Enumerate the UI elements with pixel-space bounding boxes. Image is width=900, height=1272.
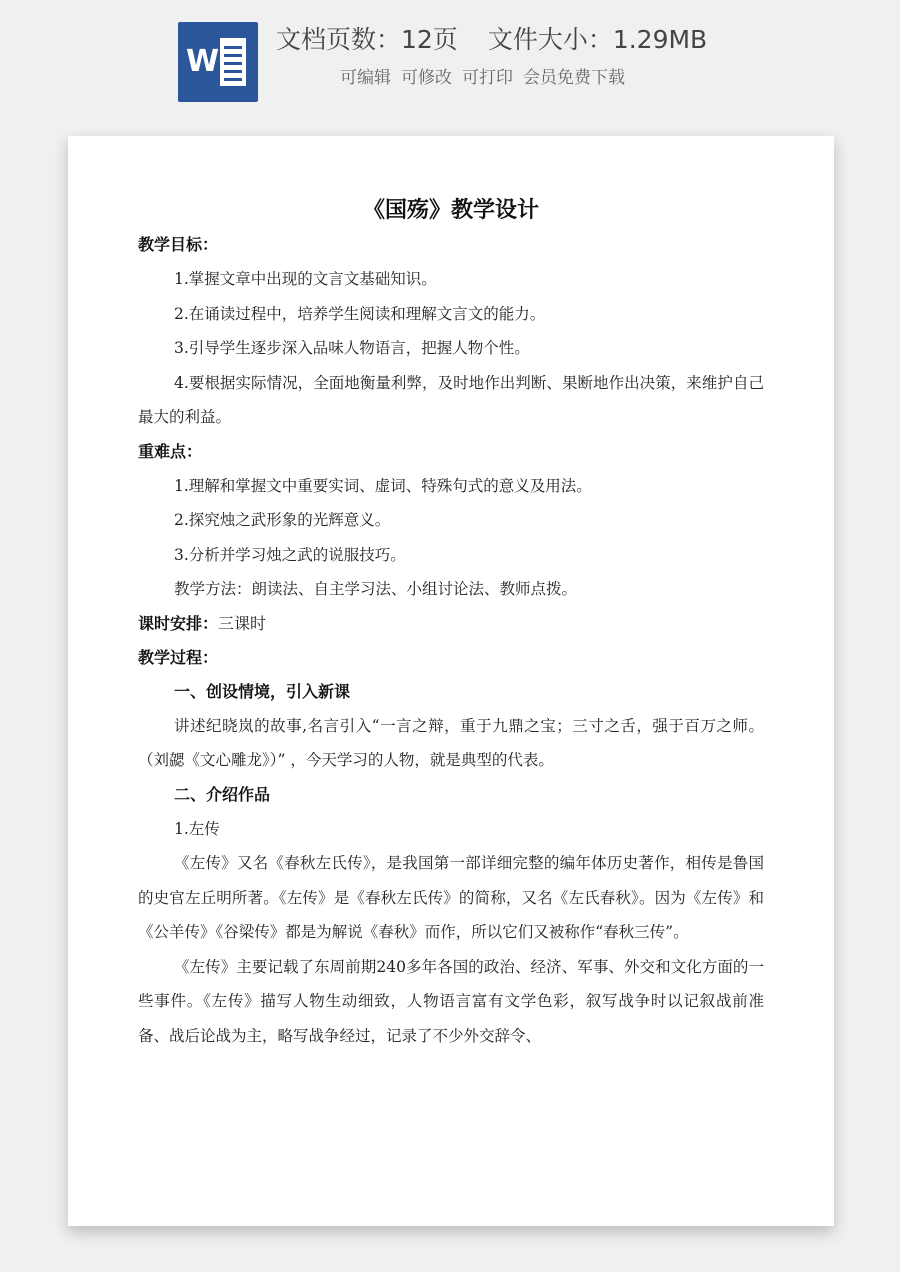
- document-title: 《国殇》教学设计: [362, 198, 539, 223]
- page-count: 文档页数：12页: [276, 25, 458, 54]
- keypoints-heading: 重难点：: [138, 441, 203, 461]
- keypoint-item: 2.探究烛之武形象的光辉意义。: [174, 511, 391, 529]
- file-info-banner: [0, 0, 900, 130]
- section1-heading: 一、创设情境，引入新课: [174, 681, 351, 701]
- document-content: [138, 196, 764, 1053]
- teaching-methods: 教学方法：朗读法、自主学习法、小组讨论法、教师点拨。: [174, 580, 578, 598]
- objective-item: 1.掌握文章中出现的文言文基础知识。: [174, 270, 437, 288]
- objectives-heading: 教学目标：: [138, 235, 219, 254]
- feature-member-download: 会员免费下载: [523, 68, 625, 88]
- feature-printable: 可打印: [462, 68, 513, 88]
- schedule-line: [138, 607, 764, 641]
- document-page: [68, 136, 834, 1226]
- schedule-value: 三课时: [218, 613, 267, 633]
- word-document-icon: [178, 22, 258, 102]
- word-icon-letter: W: [186, 44, 220, 79]
- section2-paragraph: 《左传》主要记载了东周前期240多年各国的政治、经济、军事、外交和文化方面的一些事件。《左传》描写人物生动细致，人物语言富有文学色彩，叙写战争时以记叙战前准备、战后论战为主，略写战争经过，记录了不少外交辞令、: [138, 957, 764, 1045]
- word-icon-page: [220, 38, 246, 86]
- feature-modifiable: 可修改: [401, 68, 452, 88]
- section2-subheading: 1.左传: [174, 819, 220, 838]
- section1-text: 讲述纪晓岚的故事,名言引入“一言之辩，重于九鼎之宝；三寸之舌，强于百万之师。（刘勰《文心雕龙》）” ，今天学习的人物，就是典型的代表。: [138, 716, 764, 769]
- objective-item: 4.要根据实际情况，全面地衡量利弊，及时地作出判断、果断地作出决策，来维护自己最大的利益。: [138, 373, 764, 426]
- process-heading: 教学过程：: [138, 647, 219, 667]
- section2-heading: 二、介绍作品: [174, 784, 271, 804]
- objective-item: 2.在诵读过程中，培养学生阅读和理解文言文的能力。: [174, 304, 546, 323]
- keypoint-item: 1.理解和掌握文中重要实词、虚词、特殊句式的意义及用法。: [174, 476, 592, 495]
- schedule-heading: 课时安排：: [138, 613, 219, 633]
- file-size: 文件大小：1.29MB: [487, 25, 708, 54]
- section2-paragraph: 《左传》又名《春秋左氏传》，是我国第一部详细完整的编年体历史著作，相传是鲁国的史官左丘明所著。《左传》是《春秋左氏传》的简称，又名《左氏春秋》。因为《左传》和《公羊传》《谷梁传》都是为解说《春秋》而作，所以它们又被称作“春秋三传”。: [138, 854, 764, 941]
- feature-list: [340, 66, 625, 90]
- keypoint-item: 3.分析并学习烛之武的说服技巧。: [174, 545, 406, 564]
- objective-item: 3.引导学生逐步深入品味人物语言，把握人物个性。: [174, 339, 530, 357]
- file-stats: [276, 22, 707, 58]
- feature-editable: 可编辑: [340, 68, 391, 88]
